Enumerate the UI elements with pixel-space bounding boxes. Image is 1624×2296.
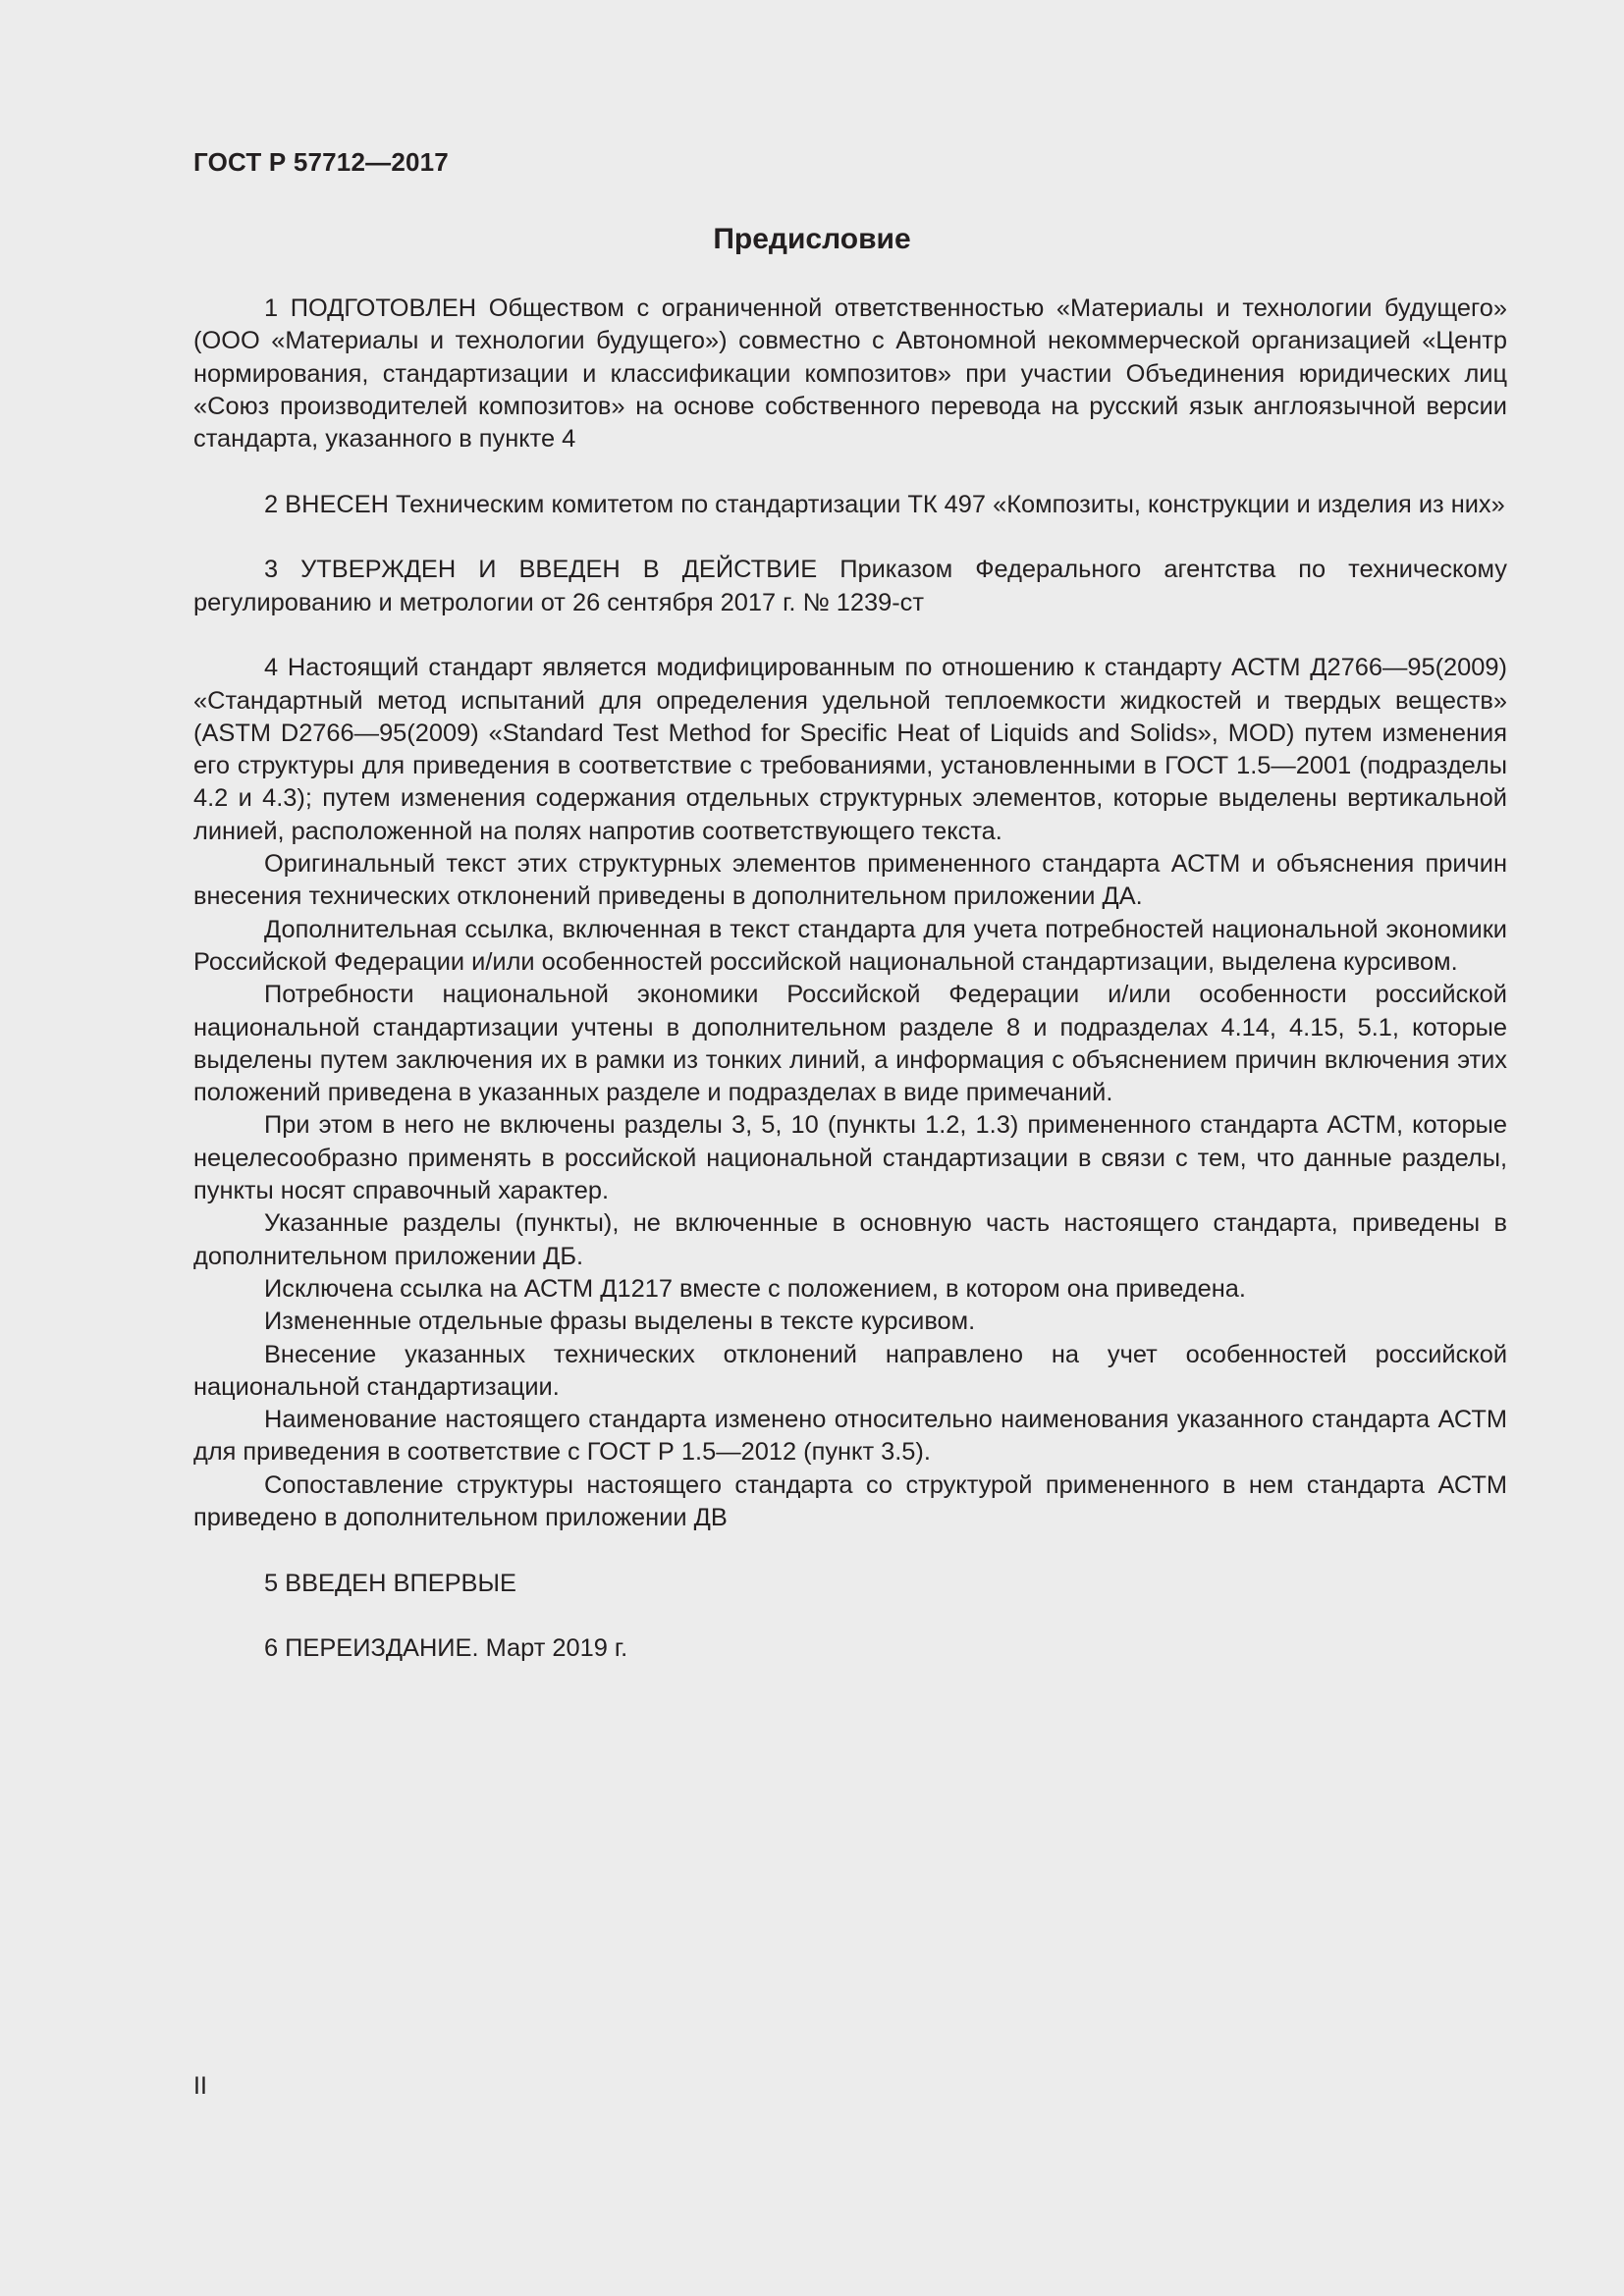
page-number: II xyxy=(193,2072,207,2100)
item-4-paragraph: Внесение указанных технических отклонений направлено на учет особенностей российской национальной стандартизации. xyxy=(193,1340,1507,1401)
item-3: 3 УТВЕРЖДЕН И ВВЕДЕН В ДЕЙСТВИЕ Приказом Федерального агентства по техническому регулированию и метрологии от 26 сентября 2017 г. № 1239-ст xyxy=(193,556,1507,616)
item-2: 2 ВНЕСЕН Техническим комитетом по стандартизации ТК 497 «Композиты, конструкции и изделия из них» xyxy=(264,490,1505,518)
item-4-paragraph: Измененные отдельные фразы выделены в тексте курсивом. xyxy=(264,1308,976,1336)
item-4-paragraph: Указанные разделы (пункты), не включенные в основную часть настоящего стандарта, приведены в дополнительном приложении ДБ. xyxy=(193,1209,1507,1270)
document-body xyxy=(193,293,1507,1665)
item-4-paragraph: Оригинальный текст этих структурных элементов примененного стандарта АСТМ и объяснения причин внесения технических отклонений приведены в дополнительном приложении ДА. xyxy=(193,850,1507,911)
item-4: 4 Настоящий стандарт является модифицированным по отношению к стандарту АСТМ Д2766—95(2009) «Стандартный метод испытаний для определения удельной теплоемкости жидкостей и твердых веществ» (ASTM D2766—95(2009) «Standard Test Method for Specific Heat of Liquids and Solids», MOD) путем изменения его структуры для приведения в соответствие с требованиями, установленными в ГОСТ 1.5—2001 (подразделы 4.2 и 4.3); путем изменения содержания отдельных структурных элементов, которые выделены вертикальной линией, расположенной на полях напротив соответствующего текста. xyxy=(193,654,1507,845)
item-6: 6 ПЕРЕИЗДАНИЕ. Март 2019 г. xyxy=(264,1634,628,1663)
item-4-paragraph: Сопоставление структуры настоящего стандарта со структурой примененного в нем стандарта АСТМ приведено в дополнительном приложении ДВ xyxy=(193,1470,1507,1531)
item-4-paragraph: При этом в него не включены разделы 3, 5, 10 (пункты 1.2, 1.3) примененного стандарта АСТМ, которые нецелесообразно применять в российской национальной стандартизации в связи с тем, что данные разделы, пункты носят справочный характер. xyxy=(193,1111,1507,1205)
item-4-paragraph: Наименование настоящего стандарта изменено относительно наименования указанного стандарта АСТМ для приведения в соответствие с ГОСТ Р 1.5—2012 (пункт 3.5). xyxy=(193,1406,1507,1467)
item-4-paragraph: Потребности национальной экономики Российской Федерации и/или особенности российской национальной стандартизации учтены в дополнительном разделе 8 и подразделах 4.14, 4.15, 5.1, которые выделены путем заключения их в рамки из тонких линий, а информация с объяснением причин включения этих положений приведена в указанных разделе и подразделах в виде примечаний. xyxy=(193,981,1507,1107)
item-4-paragraph: Дополнительная ссылка, включенная в текст стандарта для учета потребностей национальной экономики Российской Федерации и/или особенностей российской национальной стандартизации, выделена курсивом. xyxy=(193,915,1507,976)
item-5: 5 ВВЕДЕН ВПЕРВЫЕ xyxy=(264,1569,516,1597)
item-4-paragraph: Исключена ссылка на АСТМ Д1217 вместе с положением, в котором она приведена. xyxy=(264,1274,1246,1303)
section-title: Предисловие xyxy=(713,223,911,255)
item-1: 1 ПОДГОТОВЛЕН Обществом с ограниченной ответственностью «Материалы и технологии будущего» (ООО «Материалы и технологии будущего») совместно с Автономной некоммерческой организацией «Центр нормирования, стандартизации и классификации композитов» при участии Объединения юридических лиц «Союз производителей композитов» на основе собственного перевода на русский язык англоязычной версии стандарта, указанного в пункте 4 xyxy=(193,294,1507,454)
document-header: ГОСТ Р 57712—2017 xyxy=(193,147,449,177)
